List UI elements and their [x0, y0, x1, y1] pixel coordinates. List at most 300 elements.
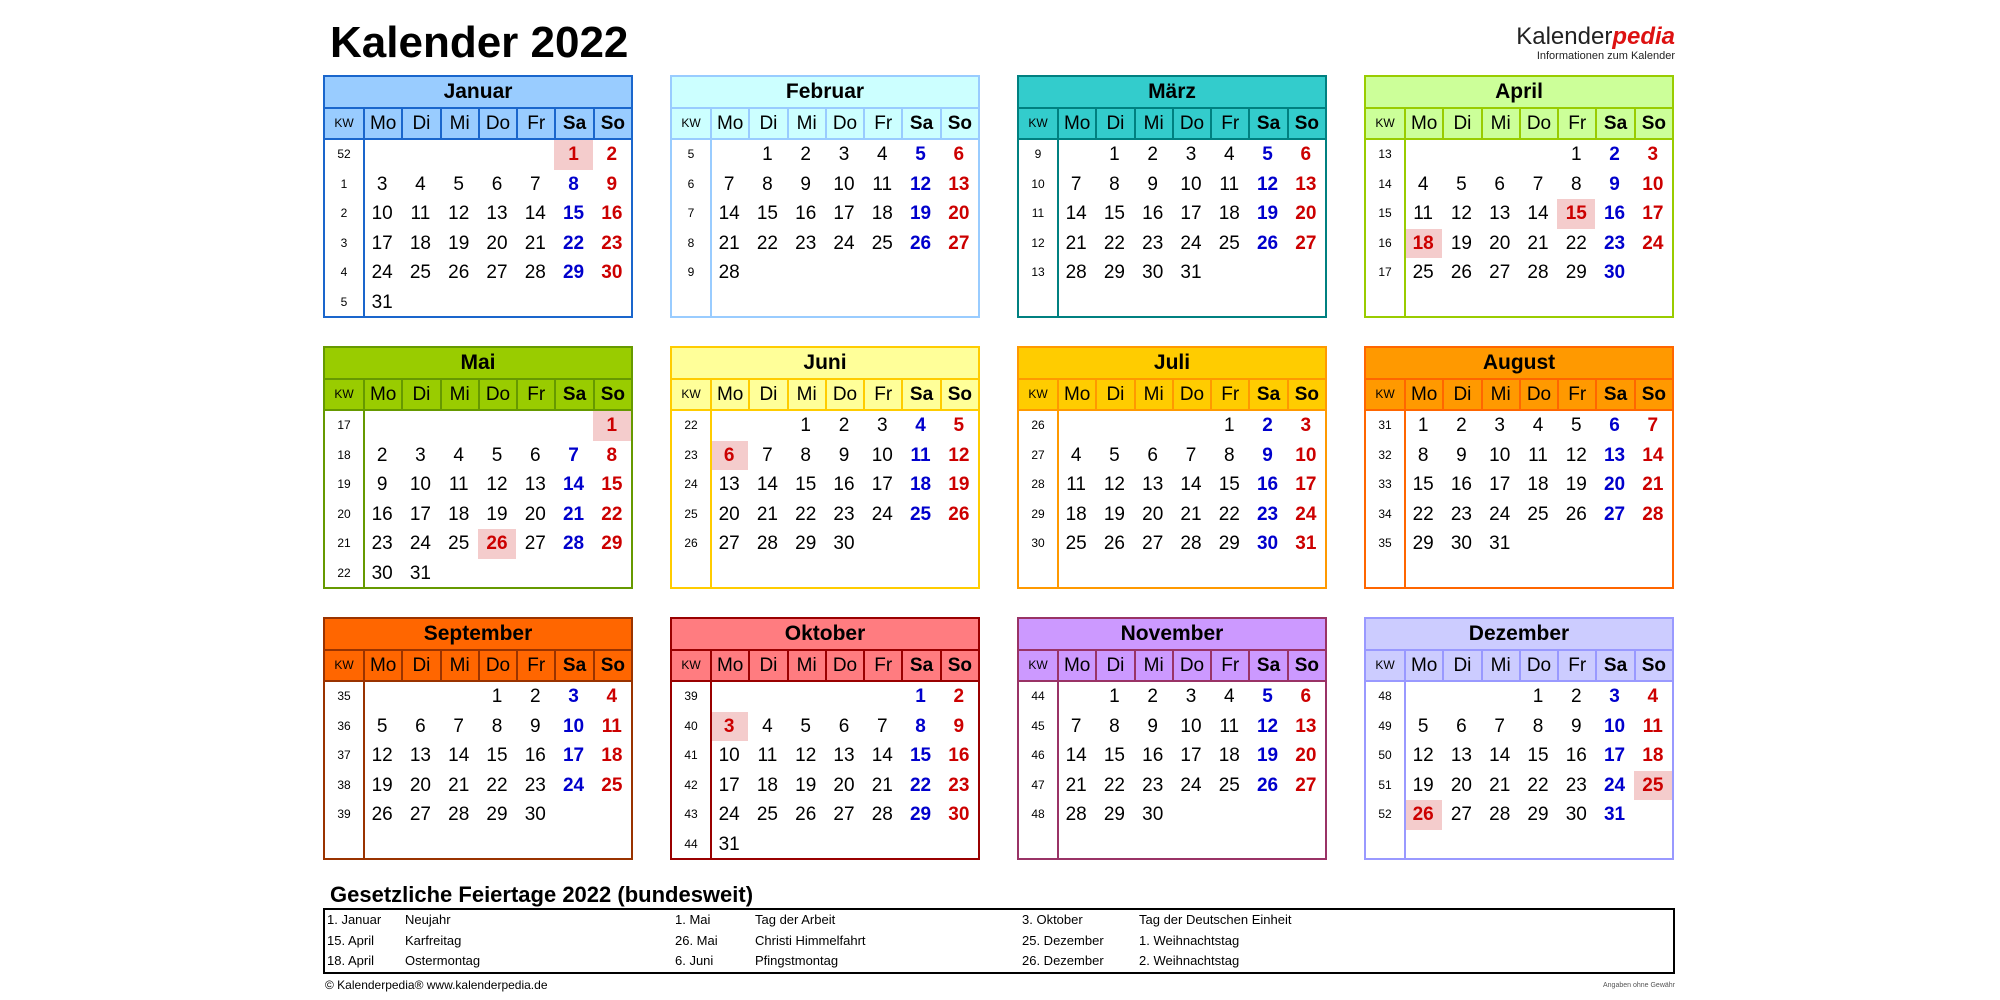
day-cell: 18: [1527, 474, 1549, 496]
day-cell: 21: [448, 774, 470, 796]
day-cell: 17: [1603, 745, 1626, 767]
empty-cell: [863, 682, 901, 712]
week-number: 28: [1031, 477, 1045, 492]
day-cell: 8: [491, 715, 503, 737]
empty-cell: [516, 411, 554, 441]
empty-cell: [787, 682, 825, 712]
weekday-di: Di: [748, 380, 786, 409]
empty-cell: [363, 140, 401, 170]
week-row: [1019, 441, 1325, 471]
day-cell: 30: [524, 804, 546, 826]
day-cell: 10: [1603, 715, 1626, 737]
day-cell: 8: [1417, 444, 1429, 466]
week-row: [672, 529, 978, 559]
weekday-do: Do: [1172, 380, 1210, 409]
empty-cell: [516, 140, 554, 170]
day-cell: 8: [762, 173, 773, 195]
day-cell: 14: [1527, 203, 1549, 225]
month-name: September: [325, 619, 631, 651]
day-cell: 3: [1609, 686, 1620, 707]
day-cell: 30: [1256, 533, 1279, 555]
day-cell: 23: [1256, 503, 1279, 525]
empty-cell: [825, 830, 863, 860]
day-cell: 2: [1570, 686, 1582, 707]
day-cell: 3: [1185, 144, 1197, 165]
week-number: 7: [687, 206, 695, 221]
empty-cell: [1481, 682, 1519, 712]
holiday-name: Ostermontag: [405, 953, 481, 968]
day-cell: 24: [718, 804, 740, 826]
day-cell: 2: [529, 686, 541, 707]
month-days: [325, 682, 631, 860]
week-number: 23: [684, 447, 698, 462]
weekday-sa: Sa: [554, 651, 592, 680]
weekday-sa: Sa: [1595, 380, 1633, 409]
empty-cell: [363, 682, 401, 712]
weekday-do: Do: [1172, 651, 1210, 680]
day-cell: 7: [453, 715, 464, 737]
empty-cell: [1634, 258, 1672, 288]
weekday-mi: Mi: [1134, 380, 1172, 409]
day-cell: 13: [1450, 745, 1472, 767]
empty-cell: [710, 411, 748, 441]
day-cell: 21: [1065, 774, 1087, 796]
day-cell: 22: [756, 232, 778, 254]
week-row: [672, 771, 978, 801]
day-cell: 19: [795, 774, 817, 796]
day-cell: 9: [1147, 173, 1158, 195]
empty-cell: [478, 559, 516, 589]
day-cell: 30: [371, 562, 393, 584]
day-cell: 1: [1570, 144, 1582, 165]
day-cell: 4: [606, 686, 618, 707]
day-cell: 21: [1527, 232, 1549, 254]
day-cell: 2: [606, 144, 618, 165]
day-cell: 25: [756, 804, 778, 826]
day-cell: 17: [371, 232, 393, 254]
day-cell: 18: [1642, 745, 1664, 767]
day-cell: 5: [915, 144, 926, 165]
day-cell: 22: [1565, 232, 1587, 254]
day-cell: 25: [601, 774, 623, 796]
empty-cell: [863, 529, 901, 559]
day-cell: 22: [1103, 232, 1125, 254]
day-cell: 20: [1450, 774, 1472, 796]
day-cell: 8: [568, 173, 579, 195]
day-cell: 31: [1180, 262, 1202, 284]
day-cell: 12: [371, 745, 393, 767]
week-row: [1019, 771, 1325, 801]
day-cell: 31: [1603, 804, 1626, 826]
day-cell: 23: [371, 533, 393, 555]
day-cell: 16: [1142, 745, 1164, 767]
day-cell: 11: [910, 444, 931, 466]
week-number: 34: [1378, 506, 1392, 521]
day-cell: 22: [1103, 774, 1125, 796]
weekday-so: So: [1634, 380, 1672, 409]
weekday-mo: Mo: [1057, 380, 1095, 409]
week-number: 29: [1031, 506, 1045, 521]
week-number: 10: [1031, 176, 1045, 191]
weekday-fr: Fr: [1557, 651, 1595, 680]
weekday-header: [1019, 109, 1325, 140]
week-number: 1: [340, 176, 348, 191]
day-cell: 15: [486, 745, 508, 767]
day-cell: 3: [876, 415, 888, 436]
day-cell: 9: [838, 444, 850, 466]
day-cell: 25: [1634, 771, 1672, 801]
week-number: 13: [1378, 147, 1392, 161]
week-number: 44: [1031, 689, 1045, 703]
day-cell: 30: [1565, 804, 1587, 826]
weekday-so: So: [593, 109, 631, 138]
day-cell: 13: [1603, 444, 1626, 466]
day-cell: 29: [1565, 262, 1587, 284]
day-cell: 28: [1642, 503, 1664, 525]
day-cell: 21: [1065, 232, 1087, 254]
day-cell: 16: [601, 203, 623, 225]
day-cell: 9: [1570, 715, 1582, 737]
day-cell: 27: [948, 232, 970, 254]
day-cell: 28: [524, 262, 546, 284]
day-cell: 15: [1527, 745, 1549, 767]
week-row: [1019, 170, 1325, 200]
day-cell: 23: [1450, 503, 1472, 525]
weekday-do: Do: [1172, 109, 1210, 138]
day-cell: 6: [529, 444, 541, 466]
week-number: 5: [687, 147, 695, 161]
day-cell: 24: [1642, 232, 1664, 254]
weekday-sa: Sa: [1248, 651, 1286, 680]
week-row: [325, 682, 631, 712]
day-cell: 1: [800, 415, 811, 436]
day-cell: 16: [1450, 474, 1472, 496]
day-cell: 7: [529, 173, 541, 195]
day-cell: 11: [757, 745, 778, 767]
day-cell: 15: [1103, 745, 1125, 767]
day-cell: 5: [800, 715, 811, 737]
weekday-so: So: [1287, 380, 1325, 409]
week-row: [325, 441, 631, 471]
empty-cell: [1057, 140, 1095, 170]
holiday-name: Pfingstmontag: [755, 953, 839, 968]
day-cell: 28: [756, 533, 778, 555]
month-name: Juni: [672, 348, 978, 380]
day-cell: 12: [948, 444, 970, 466]
week-number: 12: [1031, 235, 1045, 250]
day-cell: 12: [1565, 444, 1587, 466]
week-number: 14: [1378, 176, 1392, 191]
holiday-date: 26. Mai: [675, 932, 718, 948]
day-cell: 13: [1142, 474, 1164, 496]
month-days: [1366, 411, 1672, 589]
day-cell: 4: [415, 173, 426, 195]
day-cell: 28: [1065, 262, 1087, 284]
empty-cell: [554, 288, 592, 318]
kw-label: KW: [681, 387, 701, 401]
day-cell: 24: [562, 774, 585, 796]
day-cell: 10: [1489, 444, 1511, 466]
week-row: [1019, 800, 1325, 830]
week-number: 43: [684, 807, 698, 822]
day-cell: 20: [1295, 745, 1317, 767]
week-row: [1366, 500, 1672, 530]
day-cell: 27: [1603, 503, 1626, 525]
week-row: [325, 288, 631, 318]
empty-cell: [1634, 800, 1672, 830]
weekday-mo: Mo: [363, 109, 401, 138]
weekday-fr: Fr: [1210, 109, 1248, 138]
day-cell: 7: [876, 715, 888, 737]
month-days: [1366, 682, 1672, 860]
day-cell: 7: [1647, 415, 1659, 436]
day-cell: 17: [562, 745, 585, 767]
empty-cell: [554, 411, 592, 441]
day-cell: 19: [486, 503, 508, 525]
day-cell: 4: [1647, 686, 1659, 707]
holiday-date: 26. Dezember: [1022, 953, 1104, 968]
day-cell: 23: [1565, 774, 1587, 796]
day-cell: 14: [1489, 745, 1511, 767]
weekday-header: [672, 380, 978, 411]
day-cell: 25: [1218, 774, 1240, 796]
weekday-fr: Fr: [516, 380, 554, 409]
day-cell: 16: [833, 474, 855, 496]
day-cell: 9: [606, 173, 618, 195]
day-cell: 5: [1417, 715, 1429, 737]
kw-divider: [363, 682, 365, 860]
day-cell: 21: [871, 774, 893, 796]
day-cell: 22: [795, 503, 817, 525]
month-november: [1017, 617, 1327, 860]
day-cell: 15: [562, 203, 585, 225]
day-cell: 9: [1456, 444, 1467, 466]
month-september: [323, 617, 633, 860]
day-cell: 7: [1070, 173, 1082, 195]
empty-cell: [1172, 800, 1210, 830]
empty-cell: [1057, 682, 1095, 712]
day-cell: 25: [1218, 232, 1240, 254]
day-cell: 6: [1147, 444, 1158, 466]
month-januar: [323, 75, 633, 318]
day-cell: 17: [1642, 203, 1664, 225]
day-cell: 3: [1494, 415, 1505, 436]
day-cell: 14: [718, 203, 740, 225]
weekday-do: Do: [1519, 651, 1557, 680]
month-name: Januar: [325, 77, 631, 109]
day-cell: 12: [1256, 173, 1279, 195]
day-cell: 8: [1109, 173, 1120, 195]
day-cell: 25: [409, 262, 431, 284]
weekday-mi: Mi: [787, 380, 825, 409]
day-cell: 9: [376, 474, 388, 496]
day-cell: 26: [478, 529, 516, 559]
week-row: [672, 741, 978, 771]
day-cell: 1: [1532, 686, 1544, 707]
day-cell: 3: [415, 444, 426, 466]
day-cell: 7: [1070, 715, 1082, 737]
day-cell: 23: [795, 232, 817, 254]
kw-label: KW: [334, 387, 354, 401]
weekday-sa: Sa: [1595, 651, 1633, 680]
day-cell: 22: [601, 503, 623, 525]
week-row: [1366, 411, 1672, 441]
week-number: 22: [337, 565, 351, 580]
week-row: [325, 559, 631, 589]
kalenderpedia-logo: Kalenderpedia Informationen zum Kalender: [1516, 23, 1675, 62]
day-cell: 18: [909, 474, 932, 496]
day-cell: 10: [409, 474, 431, 496]
week-number: 19: [337, 477, 351, 492]
empty-cell: [593, 559, 631, 589]
day-cell: 21: [1642, 474, 1664, 496]
weekday-mo: Mo: [710, 109, 748, 138]
day-cell: 27: [1489, 262, 1511, 284]
holiday-date: 18. April: [327, 953, 374, 968]
day-cell: 6: [1456, 715, 1467, 737]
day-cell: 28: [1527, 262, 1549, 284]
holiday-date: 25. Dezember: [1022, 932, 1104, 948]
day-cell: 28: [562, 533, 585, 555]
month-juli: [1017, 346, 1327, 589]
empty-cell: [554, 800, 592, 830]
day-cell: 7: [723, 173, 735, 195]
day-cell: 23: [1142, 232, 1164, 254]
week-row: [1019, 529, 1325, 559]
day-cell: 18: [409, 232, 431, 254]
day-cell: 20: [524, 503, 546, 525]
day-cell: 14: [756, 474, 778, 496]
day-cell: 4: [1223, 144, 1235, 165]
kw-divider: [363, 411, 365, 589]
day-cell: 16: [948, 745, 970, 767]
empty-cell: [1210, 258, 1248, 288]
day-cell: 31: [1295, 533, 1317, 555]
empty-cell: [478, 411, 516, 441]
day-cell: 2: [376, 444, 388, 466]
day-cell: 15: [1218, 474, 1240, 496]
day-cell: 20: [486, 232, 508, 254]
week-row: [672, 682, 978, 712]
day-cell: 6: [415, 715, 426, 737]
weekday-fr: Fr: [1210, 651, 1248, 680]
empty-cell: [787, 258, 825, 288]
week-number: 25: [684, 506, 698, 521]
week-number: 4: [340, 265, 348, 280]
week-row: [672, 500, 978, 530]
day-cell: 11: [872, 173, 893, 195]
day-cell: 15: [909, 745, 932, 767]
day-cell: 26: [1103, 533, 1125, 555]
day-cell: 23: [1142, 774, 1164, 796]
week-row: [672, 258, 978, 288]
day-cell: 15: [1557, 199, 1595, 229]
day-cell: 8: [1532, 715, 1544, 737]
empty-cell: [748, 258, 786, 288]
day-cell: 11: [601, 715, 622, 737]
day-cell: 27: [833, 804, 855, 826]
week-number: 26: [1031, 418, 1045, 432]
day-cell: 3: [1647, 144, 1659, 165]
weekday-so: So: [940, 109, 978, 138]
weekday-di: Di: [748, 651, 786, 680]
day-cell: 10: [718, 745, 740, 767]
month-days: [1366, 140, 1672, 318]
empty-cell: [1287, 258, 1325, 288]
kw-divider: [1404, 411, 1406, 589]
empty-cell: [1442, 682, 1480, 712]
day-cell: 3: [568, 686, 579, 707]
empty-cell: [710, 140, 748, 170]
day-cell: 24: [409, 533, 431, 555]
week-number: 36: [337, 718, 351, 733]
empty-cell: [440, 682, 478, 712]
month-name: Dezember: [1366, 619, 1672, 651]
day-cell: 23: [1603, 232, 1626, 254]
month-mai: [323, 346, 633, 589]
week-number: 6: [687, 176, 695, 191]
day-cell: 14: [1180, 474, 1202, 496]
weekday-di: Di: [401, 651, 439, 680]
week-number: 44: [684, 836, 698, 851]
weekday-header: [325, 109, 631, 140]
week-row: [1366, 140, 1672, 170]
week-row: [325, 741, 631, 771]
weekday-mi: Mi: [787, 109, 825, 138]
empty-cell: [401, 288, 439, 318]
day-cell: 4: [876, 144, 888, 165]
footer-copyright: © Kalenderpedia® www.kalenderpedia.de: [325, 978, 548, 992]
day-cell: 4: [1417, 173, 1429, 195]
week-number: 51: [1378, 777, 1392, 792]
weekday-mo: Mo: [1057, 651, 1095, 680]
empty-cell: [940, 529, 978, 559]
week-row: [1019, 682, 1325, 712]
week-number: 3: [340, 235, 348, 250]
weekday-mo: Mo: [1404, 651, 1442, 680]
day-cell: 21: [756, 503, 778, 525]
week-number: 13: [1031, 265, 1045, 280]
day-cell: 27: [1142, 533, 1164, 555]
empty-cell: [1248, 258, 1286, 288]
empty-cell: [748, 411, 786, 441]
day-cell: 13: [833, 745, 855, 767]
week-row: [672, 170, 978, 200]
weekday-header: [1019, 380, 1325, 411]
week-row: [672, 830, 978, 860]
week-row: [1366, 170, 1672, 200]
day-cell: 20: [1603, 474, 1626, 496]
day-cell: 26: [1256, 232, 1279, 254]
day-cell: 29: [1527, 804, 1549, 826]
day-cell: 4: [1070, 444, 1082, 466]
week-number: 35: [1378, 536, 1392, 551]
day-cell: 18: [448, 503, 470, 525]
day-cell: 16: [1565, 745, 1587, 767]
kw-divider: [710, 682, 712, 860]
day-cell: 29: [1103, 804, 1125, 826]
day-cell: 26: [948, 503, 970, 525]
day-cell: 29: [909, 804, 932, 826]
day-cell: 14: [524, 203, 546, 225]
day-cell: 17: [409, 503, 431, 525]
week-number: 37: [337, 748, 351, 763]
empty-cell: [1481, 140, 1519, 170]
week-number: 48: [1378, 689, 1392, 703]
day-cell: 8: [1570, 173, 1582, 195]
day-cell: 30: [948, 804, 970, 826]
day-cell: 19: [1256, 203, 1279, 225]
